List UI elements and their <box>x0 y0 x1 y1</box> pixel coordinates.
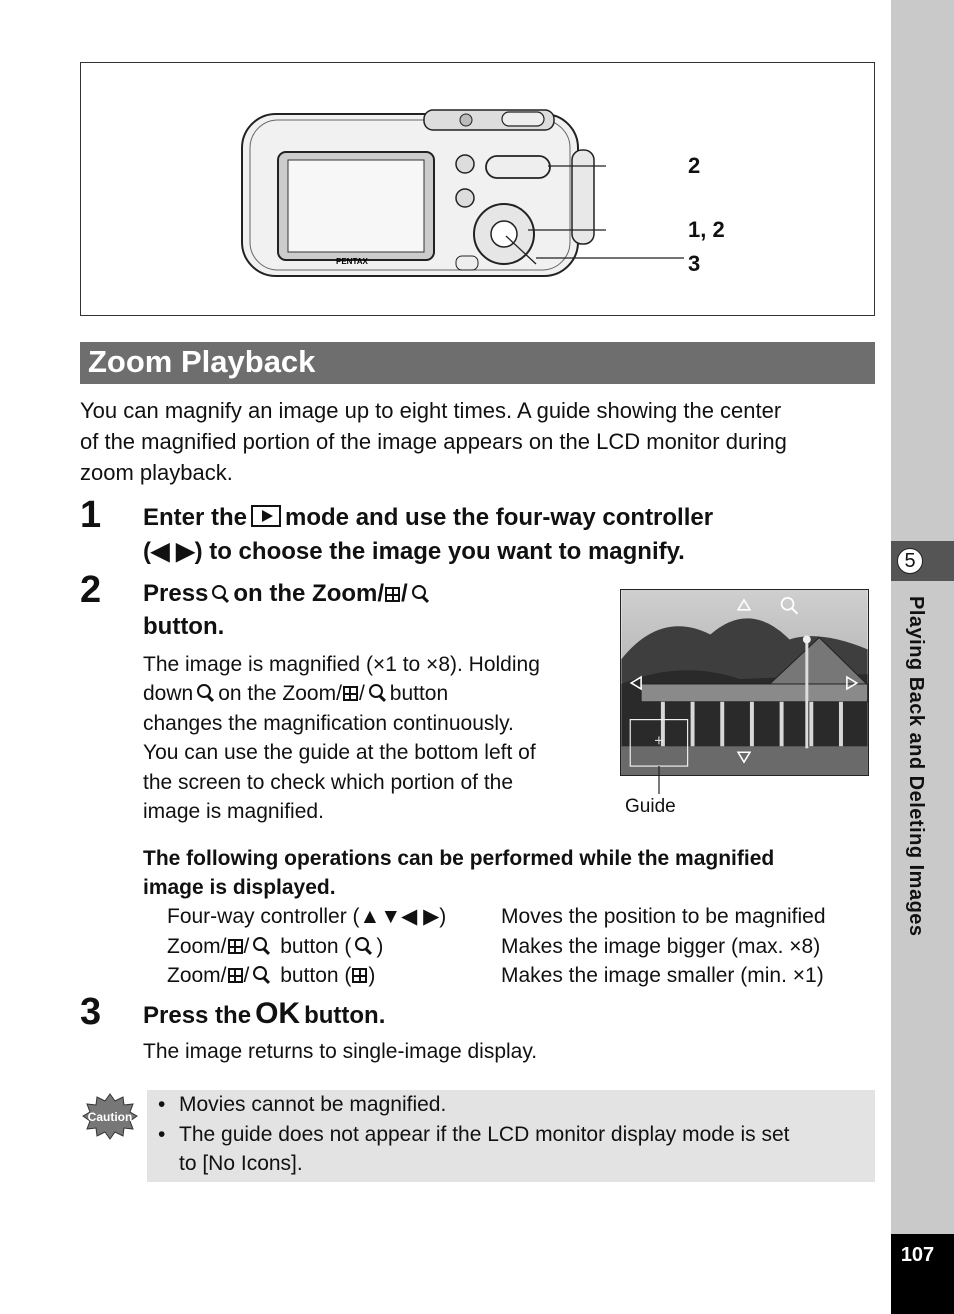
callout-2: 2 <box>688 153 701 178</box>
op-row-2-c: button ( <box>274 935 352 958</box>
magnify-icon <box>355 937 372 954</box>
op-row-1-control: Four-way controller (▲▼◀ ▶) <box>167 905 447 928</box>
zoomed-lcd-screen <box>620 589 869 776</box>
op-row-2-d: ) <box>376 935 384 958</box>
step-3-heading <box>143 997 385 1033</box>
op-row-3-b: / <box>243 964 250 987</box>
caution-item-2-line-1: The guide does not appear if the LCD monitor display mode is set <box>179 1123 790 1146</box>
step-1-text-b: mode and use the four-way controller <box>285 504 714 531</box>
operations-heading-line-1: The following operations can be performed while the magnified <box>143 847 775 870</box>
thumbnail-grid-icon <box>228 968 243 983</box>
playback-mode-icon <box>251 505 281 527</box>
op-row-2-control <box>167 932 383 962</box>
step-3-body: The image returns to single-image display. <box>143 1040 538 1063</box>
step-2-head-c: / <box>401 580 408 607</box>
step-2-number: 2 <box>80 569 102 611</box>
step-3-number: 3 <box>80 991 102 1033</box>
thumbnail-grid-icon <box>343 686 358 701</box>
step-2-body-c: / <box>358 682 365 705</box>
step-2-head-a: Press <box>143 580 209 607</box>
step-2-body-line-6: image is magnified. <box>143 800 324 823</box>
magnify-icon <box>412 585 429 602</box>
op-row-3-action: Makes the image smaller (min. ×1) <box>501 964 824 987</box>
intro-line-3: zoom playback. <box>80 460 233 485</box>
guide-label: Guide <box>625 796 676 817</box>
operations-heading-line-2: image is displayed. <box>143 876 336 899</box>
caution-item-2-line-2: to [No Icons]. <box>179 1152 303 1175</box>
step-2-body-line-5: the screen to check which portion of the <box>143 771 514 794</box>
caution-label: Caution <box>87 1110 133 1124</box>
magnify-icon <box>253 937 270 954</box>
step-2-heading-line-2: button. <box>143 613 225 640</box>
caution-bullet-2: • <box>158 1123 166 1146</box>
step-1-heading-line-1 <box>143 501 713 535</box>
step-3-head-a: Press the <box>143 1002 252 1029</box>
op-row-3-control <box>167 961 375 991</box>
callout-1-2: 1, 2 <box>688 217 725 242</box>
intro-line-1: You can magnify an image up to eight times. A guide showing the center <box>80 398 782 423</box>
magnify-icon <box>212 585 229 602</box>
step-2-heading-line-1 <box>143 577 433 611</box>
op-row-3-d: ) <box>368 964 376 987</box>
step-2-head-b: on the Zoom/ <box>233 580 385 607</box>
op-row-2-action: Makes the image bigger (max. ×8) <box>501 935 821 958</box>
chapter-number: 5 <box>897 548 923 574</box>
callout-3: 3 <box>688 251 701 276</box>
caution-bullet-1: • <box>158 1093 166 1116</box>
op-row-3-c: button ( <box>274 964 352 987</box>
op-row-2-b: / <box>243 935 250 958</box>
magnify-icon <box>253 966 270 983</box>
step-3-head-b: button. <box>304 1002 386 1029</box>
brand-logo: PENTAX <box>336 257 368 266</box>
page-title: Zoom Playback <box>88 344 316 379</box>
step-2-body-line-2 <box>143 679 448 709</box>
op-row-1-action: Moves the position to be magnified <box>501 905 826 928</box>
step-2-body-b: on the Zoom/ <box>218 682 342 705</box>
step-1-heading-line-2: (◀ ▶) to choose the image you want to magnify. <box>143 538 685 565</box>
page-number: 107 <box>900 1244 935 1266</box>
step-2-body-line-3: changes the magnification continuously. <box>143 712 514 735</box>
callout-lines <box>536 166 686 276</box>
step-1-number: 1 <box>80 494 102 536</box>
caution-item-1: Movies cannot be magnified. <box>179 1093 447 1116</box>
thumbnail-grid-icon <box>352 968 367 983</box>
guide-pointer-line <box>656 766 662 796</box>
ok-button-icon: OK <box>255 997 301 1030</box>
intro-line-2: of the magnified portion of the image appears on the LCD monitor during <box>80 429 787 454</box>
magnify-icon <box>369 684 386 701</box>
step-2-body-line-1: The image is magnified (×1 to ×8). Holding <box>143 653 540 676</box>
caution-icon <box>82 1092 138 1140</box>
step-2-body-line-4: You can use the guide at the bottom left of <box>143 741 536 764</box>
thumbnail-grid-icon <box>228 939 243 954</box>
op-row-2-a: Zoom/ <box>167 935 227 958</box>
thumbnail-grid-icon <box>385 587 400 602</box>
magnify-icon <box>197 684 214 701</box>
step-2-body-a: down <box>143 682 194 705</box>
step-2-body-d: button <box>389 682 449 705</box>
step-1-text-a: Enter the <box>143 504 248 531</box>
op-row-3-a: Zoom/ <box>167 964 227 987</box>
chapter-title: Playing Back and Deleting Images <box>905 596 927 937</box>
